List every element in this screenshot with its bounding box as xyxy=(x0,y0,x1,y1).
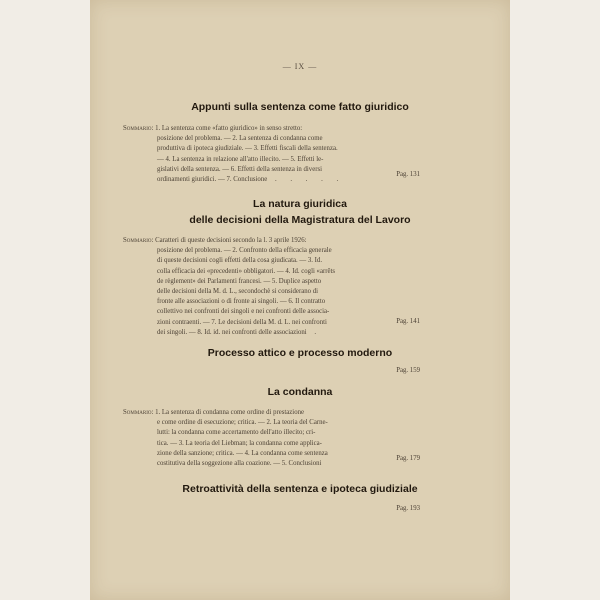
section-title-line: Appunti sulla sentenza come fatto giuridico xyxy=(191,101,409,113)
section-title-line: Processo attico e processo moderno xyxy=(207,347,393,359)
summary-line: costitutiva della soggezione alla coazione. — 5. Conclusioni xyxy=(157,460,322,468)
summary-line: zione della sanzione; critica. — 4. La condanna come sentenza xyxy=(157,449,328,457)
summary-line: Sommario: Caratteri di queste decisioni secondo la l. 3 aprile 1926: xyxy=(123,237,307,244)
summary-line: posizione del problema. — 2. Confronto della efficacia generale xyxy=(157,247,332,255)
page-ref: Pag. 141 xyxy=(396,318,420,325)
summary-line: Sommario: 1. La sentenza di condanna come ordine di prestazione xyxy=(123,409,305,416)
summary-line: — 4. La sentenza in relazione all'atto illecito. — 5. Effetti le- xyxy=(157,155,324,163)
summary-line: lutti: la condanna come accertamento dell'atto illecito; cri- xyxy=(157,429,316,437)
summary-line: e come ordine di esecuzione; critica. — 2. La teoria del Carne- xyxy=(157,419,328,427)
summary-line: delle decisioni della M. d. L., secondochè si considerano di xyxy=(157,288,319,296)
summary-label: Sommario: xyxy=(123,237,154,244)
summary-line: de règlement» dei Parlamenti francesi. — 5. Duplice aspetto xyxy=(157,277,322,285)
page-ref: Pag. 193 xyxy=(396,505,420,512)
section-title xyxy=(110,99,490,115)
book-page xyxy=(90,0,510,600)
section-title-line: delle decisioni della Magistratura del Lavoro xyxy=(189,214,411,226)
summary-label: Sommario: xyxy=(123,409,154,416)
section-title xyxy=(110,345,490,361)
section-title xyxy=(110,384,490,400)
summary-line: collettivo nei confronti dei singoli e nei confronti delle associa- xyxy=(157,308,330,316)
summary-line: dei singoli. — 8. Id. id. nei confronti delle associazioni . xyxy=(157,328,323,336)
summary-line: gislativi della sentenza. — 6. Effetti della sentenza in diversi xyxy=(157,165,323,173)
section-summary xyxy=(123,124,420,185)
page-ref: Pag. 159 xyxy=(396,367,420,374)
summary-label: Sommario: xyxy=(123,125,154,132)
section-title xyxy=(110,196,490,228)
section-summary xyxy=(123,236,420,338)
summary-line: zioni contraenti. — 7. Le decisioni della M. d. L. nei confronti xyxy=(157,318,327,326)
summary-line: ordinamenti giuridici. — 7. Conclusione . . . . . xyxy=(157,176,345,184)
page-number: — IX — xyxy=(282,62,318,71)
summary-line: posizione del problema. — 2. La sentenza di condanna come xyxy=(157,135,323,143)
section-title xyxy=(110,481,490,497)
section-title-line: Retroattività della sentenza e ipoteca giudiziale xyxy=(182,483,418,495)
section-title-line: La natura giuridica xyxy=(253,198,347,210)
section-title-line: La condanna xyxy=(267,386,333,398)
summary-line: tica. — 3. La teoria del Liebman; la condanna come applica- xyxy=(157,439,322,447)
summary-line: fronte alle associazioni o di fronte ai singoli. — 6. Il contratto xyxy=(157,298,326,306)
summary-line: produttiva di ipoteca giudiziale. — 3. Effetti fiscali della sentenza. xyxy=(157,145,338,153)
summary-line: colla efficacia dei «precedenti» obbligatori. — 4. Id. cogli «arrêts xyxy=(157,267,336,275)
section-summary xyxy=(123,408,420,469)
summary-line: di queste decisioni cogli effetti della cosa giudicata. — 3. Id. xyxy=(157,257,323,265)
summary-line: Sommario: 1. La sentenza come «fatto giuridico» in senso stretto: xyxy=(123,125,303,132)
page-ref: Pag. 179 xyxy=(396,455,420,462)
page-ref: Pag. 131 xyxy=(396,171,420,178)
